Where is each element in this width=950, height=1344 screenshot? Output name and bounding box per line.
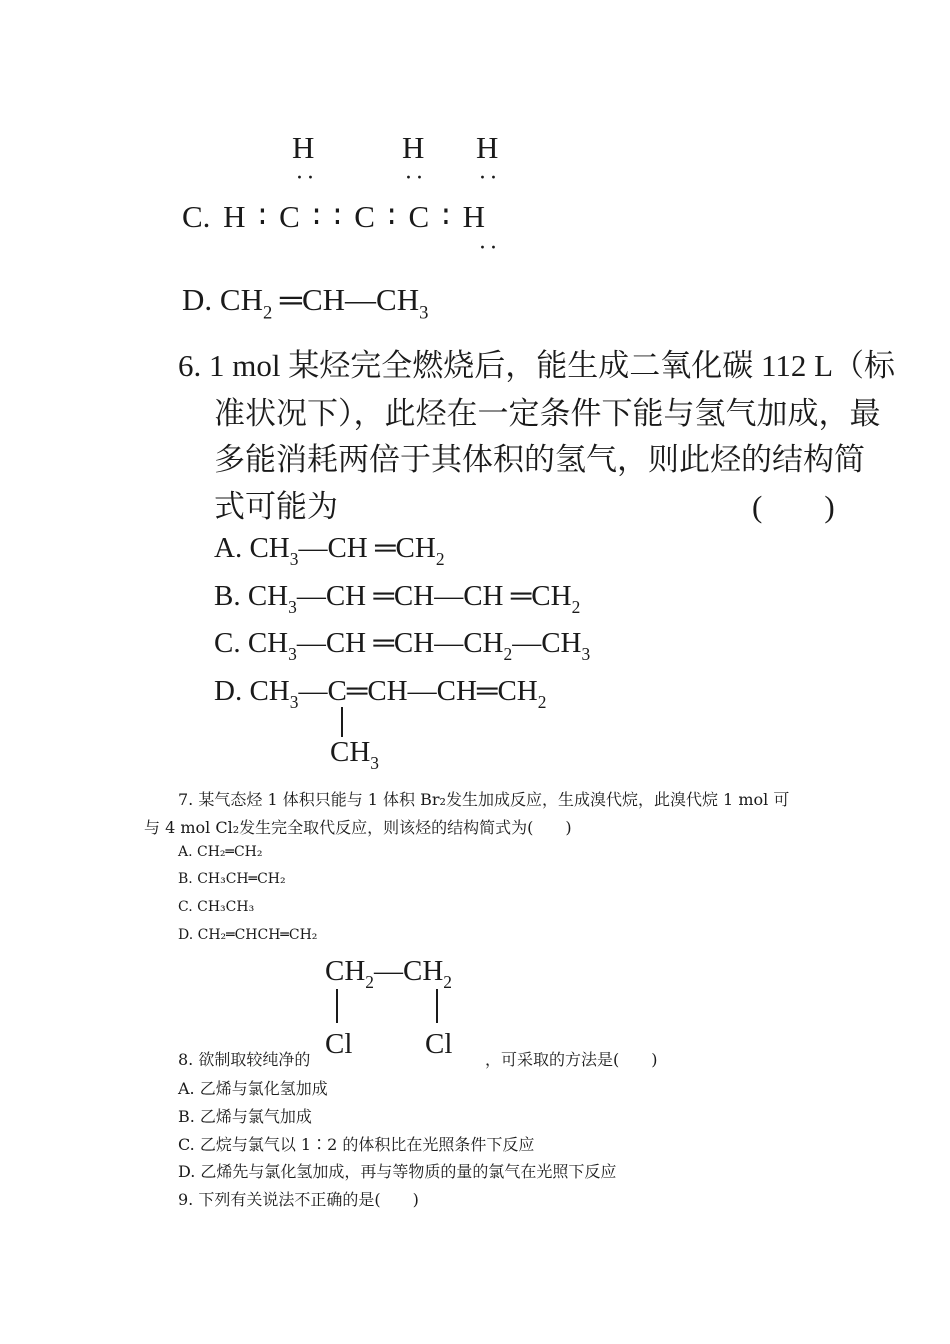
q6-option-c: C. $CH_3—CH$ $═CH—CH_2—CH_3$ xyxy=(214,627,591,664)
q5-c-h-top-2: H xyxy=(402,130,425,165)
q8-stem-prefix: 8. 欲制取较纯净的 xyxy=(178,1050,311,1069)
q5-c-h-top-1: H xyxy=(292,130,315,165)
q6-answer-paren: ( ) xyxy=(752,489,835,524)
q9-stem: 9. 下列有关说法不正确的是( ) xyxy=(178,1190,419,1209)
q5-c-h-top-3: H xyxy=(476,130,499,165)
q5-option-c: C. H ∶ C ∶ ∶ C ∶ C ∶ H xyxy=(182,199,486,234)
q6-stem-line-1: 6. 1 mol 某烃完全燃烧后，能生成二氧化碳 112 L（标 xyxy=(178,348,896,383)
q7-option-d: D. CH₂═CHCH═CH₂ xyxy=(178,927,318,943)
q8-structure-bond-right xyxy=(436,989,438,1023)
q7-option-b: B. CH₃CH═CH₂ xyxy=(178,871,286,887)
q8-stem-suffix: ，可采取的方法是( ) xyxy=(485,1050,658,1069)
q7-option-c: C. CH₃CH₃ xyxy=(178,899,255,915)
q8-structure-cl-left: Cl xyxy=(325,1028,353,1060)
q6-option-a: A. $CH_3—CH$ $═CH_2$ xyxy=(214,532,445,569)
q6-stem-line-2: 准状况下），此烃在一定条件下能与氢气加成，最 xyxy=(214,396,881,431)
q5-c-dots-bottom: ·· xyxy=(479,236,501,261)
q8-option-d: D. 乙烯先与氯化氢加成，再与等物质的量的氯气在光照下反应 xyxy=(178,1162,617,1181)
q8-option-b: B. 乙烯与氯气加成 xyxy=(178,1107,312,1126)
q7-stem-line-1: 7. 某气态烃 1 体积只能与 1 体积 Br₂发生加成反应，生成溴代烷，此溴代烷 1 mol 可 xyxy=(178,790,790,809)
q8-structure-cl-right: Cl xyxy=(425,1028,453,1060)
q5-c-dots-top-3: ·· xyxy=(479,166,501,191)
q8-structure-bond-left xyxy=(336,989,338,1023)
q6-stem-line-4: 式可能为 xyxy=(214,489,338,524)
q5-c-dots-top-2: ·· xyxy=(405,166,427,191)
q8-option-a: A. 乙烯与氯化氢加成 xyxy=(178,1079,328,1098)
q6-stem-line-3: 多能消耗两倍于其体积的氢气，则此烃的结构简 xyxy=(214,442,865,477)
q5-option-d: D. $CH_2$ $═CH—CH_3$ xyxy=(182,282,429,324)
q7-option-a: A. CH₂═CH₂ xyxy=(178,844,263,860)
q6-option-d: D. $CH_3—C═CH—CH═CH_2$ xyxy=(214,675,547,712)
q6-d-branch-methyl: $CH_3$ xyxy=(330,736,379,773)
q8-structure-top: $CH_2—CH_2$ xyxy=(325,955,452,992)
q5-c-dots-top-1: ·· xyxy=(296,166,318,191)
q8-option-c: C. 乙烷与氯气以 1∶2 的体积比在光照条件下反应 xyxy=(178,1135,535,1154)
q6-option-b: B. $CH_3—CH$ ═CH—CH $═CH_2$ xyxy=(214,580,581,617)
q7-stem-line-2: 与 4 mol Cl₂发生完全取代反应，则该烃的结构简式为( ) xyxy=(144,818,572,837)
q6-d-branch-bond xyxy=(341,707,343,737)
